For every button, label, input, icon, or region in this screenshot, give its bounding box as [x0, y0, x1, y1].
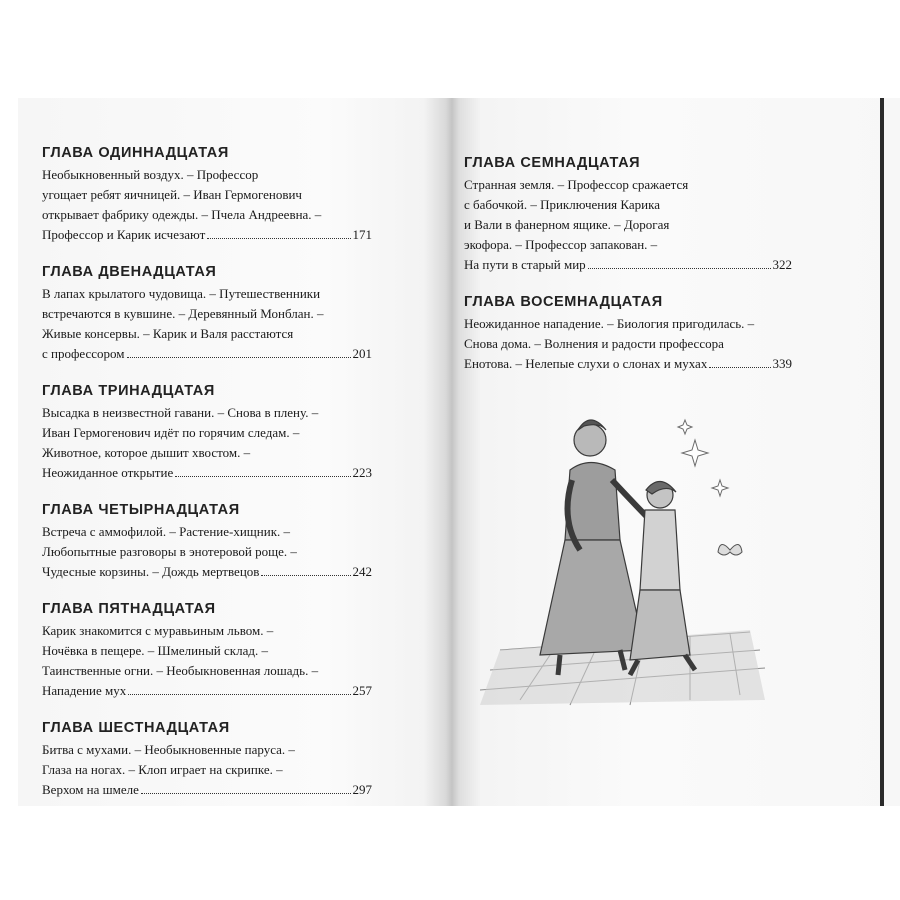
chapter-summary-line: встречаются в кувшине. – Деревянный Монблан. –: [42, 306, 324, 321]
chapter-summary-line: Нападение мух: [42, 683, 127, 698]
chapter-entry[interactable]: [42, 601, 372, 701]
page-number: 171: [352, 227, 372, 242]
chapter-summary-line: Любопытные разговоры в энотеровой роще. –: [42, 544, 297, 559]
chapter-title: ГЛАВА ВОСЕМНАДЦАТАЯ: [464, 294, 663, 310]
dot-leader: [175, 476, 350, 477]
chapter-title: ГЛАВА СЕМНАДЦАТАЯ: [464, 155, 641, 171]
chapter-summary-line: Странная земля. – Профессор сражается: [464, 177, 689, 192]
dot-leader: [207, 238, 350, 239]
chapter-title: ГЛАВА ДВЕНАДЦАТАЯ: [42, 264, 217, 280]
chapter-title: ГЛАВА ЧЕТЫРНАДЦАТАЯ: [42, 502, 240, 518]
dot-leader: [141, 793, 351, 794]
right-page-contents: [464, 155, 792, 393]
chapter-summary-line: Таинственные огни. – Необыкновенная лошадь. –: [42, 663, 319, 678]
chapter-summary-line: Глаза на ногах. – Клоп играет на скрипке. –: [42, 762, 283, 777]
chapter-summary-line: Карик знакомится с муравьиным львом. –: [42, 623, 274, 638]
chapter-title: ГЛАВА ТРИНАДЦАТАЯ: [42, 383, 215, 399]
chapter-summary-line: открывает фабрику одежды. – Пчела Андреевна. –: [42, 207, 322, 222]
chapter-summary-line: Битва с мухами. – Необыкновенные паруса. –: [42, 742, 295, 757]
illustration-woman-children: [480, 400, 770, 710]
chapter-entry[interactable]: [42, 383, 372, 483]
chapter-title: ГЛАВА ПЯТНАДЦАТАЯ: [42, 601, 216, 617]
chapter-summary-line: Необыкновенный воздух. – Профессор: [42, 167, 259, 182]
chapter-summary-line: и Вали в фанерном ящике. – Дорогая: [464, 217, 670, 232]
page-number: 339: [772, 356, 792, 371]
page-number: 322: [772, 257, 792, 272]
page-edge: [880, 98, 884, 806]
chapter-summary-line: Енотова. – Нелепые слухи о слонах и мухах: [464, 356, 708, 371]
chapter-summary-line: Неожиданное нападение. – Биология пригодилась. –: [464, 316, 755, 331]
chapter-summary-line: угощает ребят яичницей. – Иван Гермогенович: [42, 187, 302, 202]
chapter-entry[interactable]: [464, 294, 792, 374]
chapter-title: ГЛАВА ШЕСТНАДЦАТАЯ: [42, 720, 230, 736]
page-number: 201: [352, 346, 372, 361]
chapter-summary-line: с профессором: [42, 346, 125, 361]
chapter-summary-line: Встреча с аммофилой. – Растение-хищник. –: [42, 524, 291, 539]
chapter-last-line: [42, 681, 372, 701]
chapter-summary-line: Живые консервы. – Карик и Валя расстаются: [42, 326, 294, 341]
page-number: 257: [352, 683, 372, 698]
page-number: 297: [352, 782, 372, 797]
chapter-last-line: [464, 354, 792, 374]
chapter-summary-line: На пути в старый мир: [464, 257, 586, 272]
chapter-summary-line: экофора. – Профессор запакован. –: [464, 237, 658, 252]
sparkles: [678, 420, 728, 496]
chapter-summary-line: Чудесные корзины. – Дождь мертвецов: [42, 564, 260, 579]
chapter-last-line: [42, 344, 372, 364]
chapter-last-line: [42, 780, 372, 800]
chapter-last-line: [42, 225, 372, 245]
dot-leader: [261, 575, 350, 576]
dot-leader: [127, 357, 351, 358]
dot-leader: [588, 268, 771, 269]
chapter-summary-line: Иван Гермогенович идёт по горячим следам. –: [42, 425, 300, 440]
chapter-summary-line: Профессор и Карик исчезают: [42, 227, 206, 242]
chapter-last-line: [42, 463, 372, 483]
chapter-summary-line: Верхом на шмеле: [42, 782, 139, 797]
page-number: 242: [352, 564, 372, 579]
chapter-summary-line: В лапах крылатого чудовища. – Путешественники: [42, 286, 321, 301]
chapter-entry[interactable]: [464, 155, 792, 275]
chapter-title: ГЛАВА ОДИННАДЦАТАЯ: [42, 145, 229, 161]
left-page-contents: [42, 145, 372, 819]
chapter-summary-line: Животное, которое дышит хвостом. –: [42, 445, 251, 460]
chapter-summary-line: Неожиданное открытие: [42, 465, 174, 480]
chapter-last-line: [42, 562, 372, 582]
dot-leader: [128, 694, 350, 695]
chapter-last-line: [464, 255, 792, 275]
dot-leader: [709, 367, 770, 368]
page-number: 223: [352, 465, 372, 480]
butterfly: [718, 544, 742, 555]
chapter-entry[interactable]: [42, 720, 372, 800]
chapter-summary-line: Снова дома. – Волнения и радости профессора: [464, 336, 724, 351]
chapter-entry[interactable]: [42, 145, 372, 245]
chapter-entry[interactable]: [42, 264, 372, 364]
chapter-summary-line: с бабочкой. – Приключения Карика: [464, 197, 661, 212]
chapter-entry[interactable]: [42, 502, 372, 582]
chapter-summary-line: Ночёвка в пещере. – Шмелиный склад. –: [42, 643, 268, 658]
chapter-summary-line: Высадка в неизвестной гавани. – Снова в плену. –: [42, 405, 319, 420]
